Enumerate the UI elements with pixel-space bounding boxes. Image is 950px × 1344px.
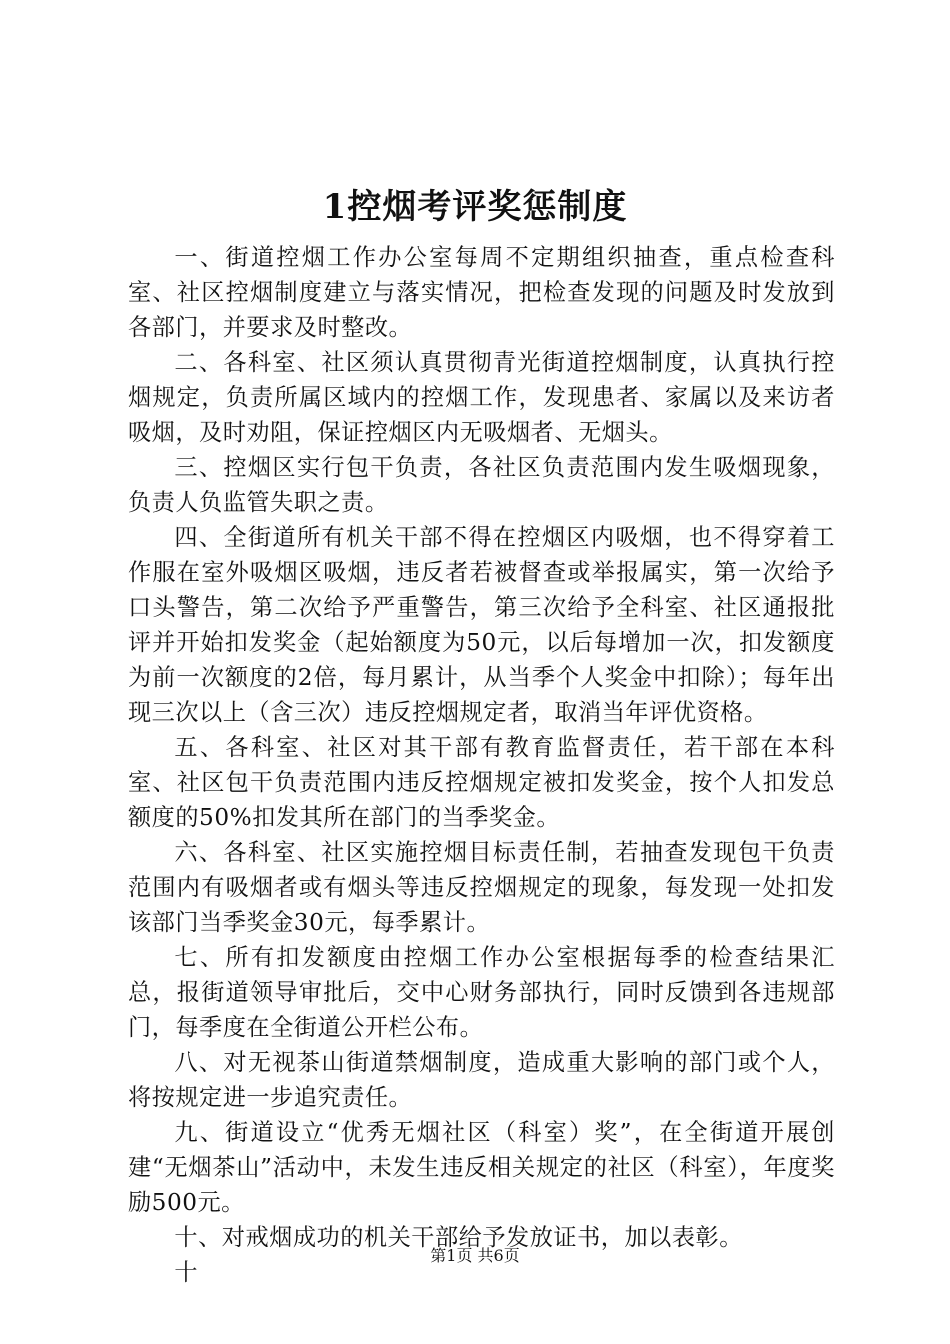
paragraph-9: 九、街道设立“优秀无烟社区（科室）奖”，在全街道开展创建“无烟茶山”活动中，未发生违反相关规定的社区（科室），年度奖励500元。: [128, 1119, 835, 1216]
document-body: [128, 240, 835, 1290]
paragraph-3: 三、控烟区实行包干负责，各社区负责范围内发生吸烟现象，负责人负监管失职之责。: [128, 454, 835, 516]
paragraph-10: 十、对戒烟成功的机关干部给予发放证书，加以表彰。: [174, 1224, 743, 1251]
paragraph-1: 一、街道控烟工作办公室每周不定期组织抽查，重点检查科室、社区控烟制度建立与落实情况，把检查发现的问题及时发放到各部门，并要求及时整改。: [128, 244, 835, 341]
paragraph-11: 十: [174, 1259, 199, 1286]
document-title: 1控烟考评奖惩制度: [322, 187, 628, 227]
paragraph-4: 四、全街道所有机关干部不得在控烟区内吸烟，也不得穿着工作服在室外吸烟区吸烟，违反者若被督查或举报属实，第一次给予口头警告，第二次给予严重警告，第三次给予全科室、社区通报批评并开始扣发奖金（起始额度为50元，以后每增加一次，扣发额度为前一次额度的2倍，每月累计，从当季个人奖金中扣除）；每年出现三次以上（含三次）违反控烟规定者，取消当年评优资格。: [128, 524, 835, 726]
paragraph-7: 七、所有扣发额度由控烟工作办公室根据每季的检查结果汇总，报街道领导审批后，交中心财务部执行，同时反馈到各违规部门，每季度在全街道公开栏公布。: [128, 944, 835, 1041]
paragraph-5: 五、各科室、社区对其干部有教育监督责任，若干部在本科室、社区包干负责范围内违反控烟规定被扣发奖金，按个人扣发总额度的50%扣发其所在部门的当季奖金。: [128, 734, 835, 831]
paragraph-2: 二、各科室、社区须认真贯彻青光街道控烟制度，认真执行控烟规定，负责所属区域内的控烟工作，发现患者、家属以及来访者吸烟，及时劝阻，保证控烟区内无吸烟者、无烟头。: [128, 349, 835, 446]
paragraph-8: 八、对无视茶山街道禁烟制度，造成重大影响的部门或个人，将按规定进一步追究责任。: [128, 1049, 835, 1111]
page-footer: 第1页 共6页: [430, 1246, 520, 1265]
paragraph-6: 六、各科室、社区实施控烟目标责任制，若抽查发现包干负责范围内有吸烟者或有烟头等违反控烟规定的现象，每发现一处扣发该部门当季奖金30元，每季累计。: [128, 839, 835, 936]
